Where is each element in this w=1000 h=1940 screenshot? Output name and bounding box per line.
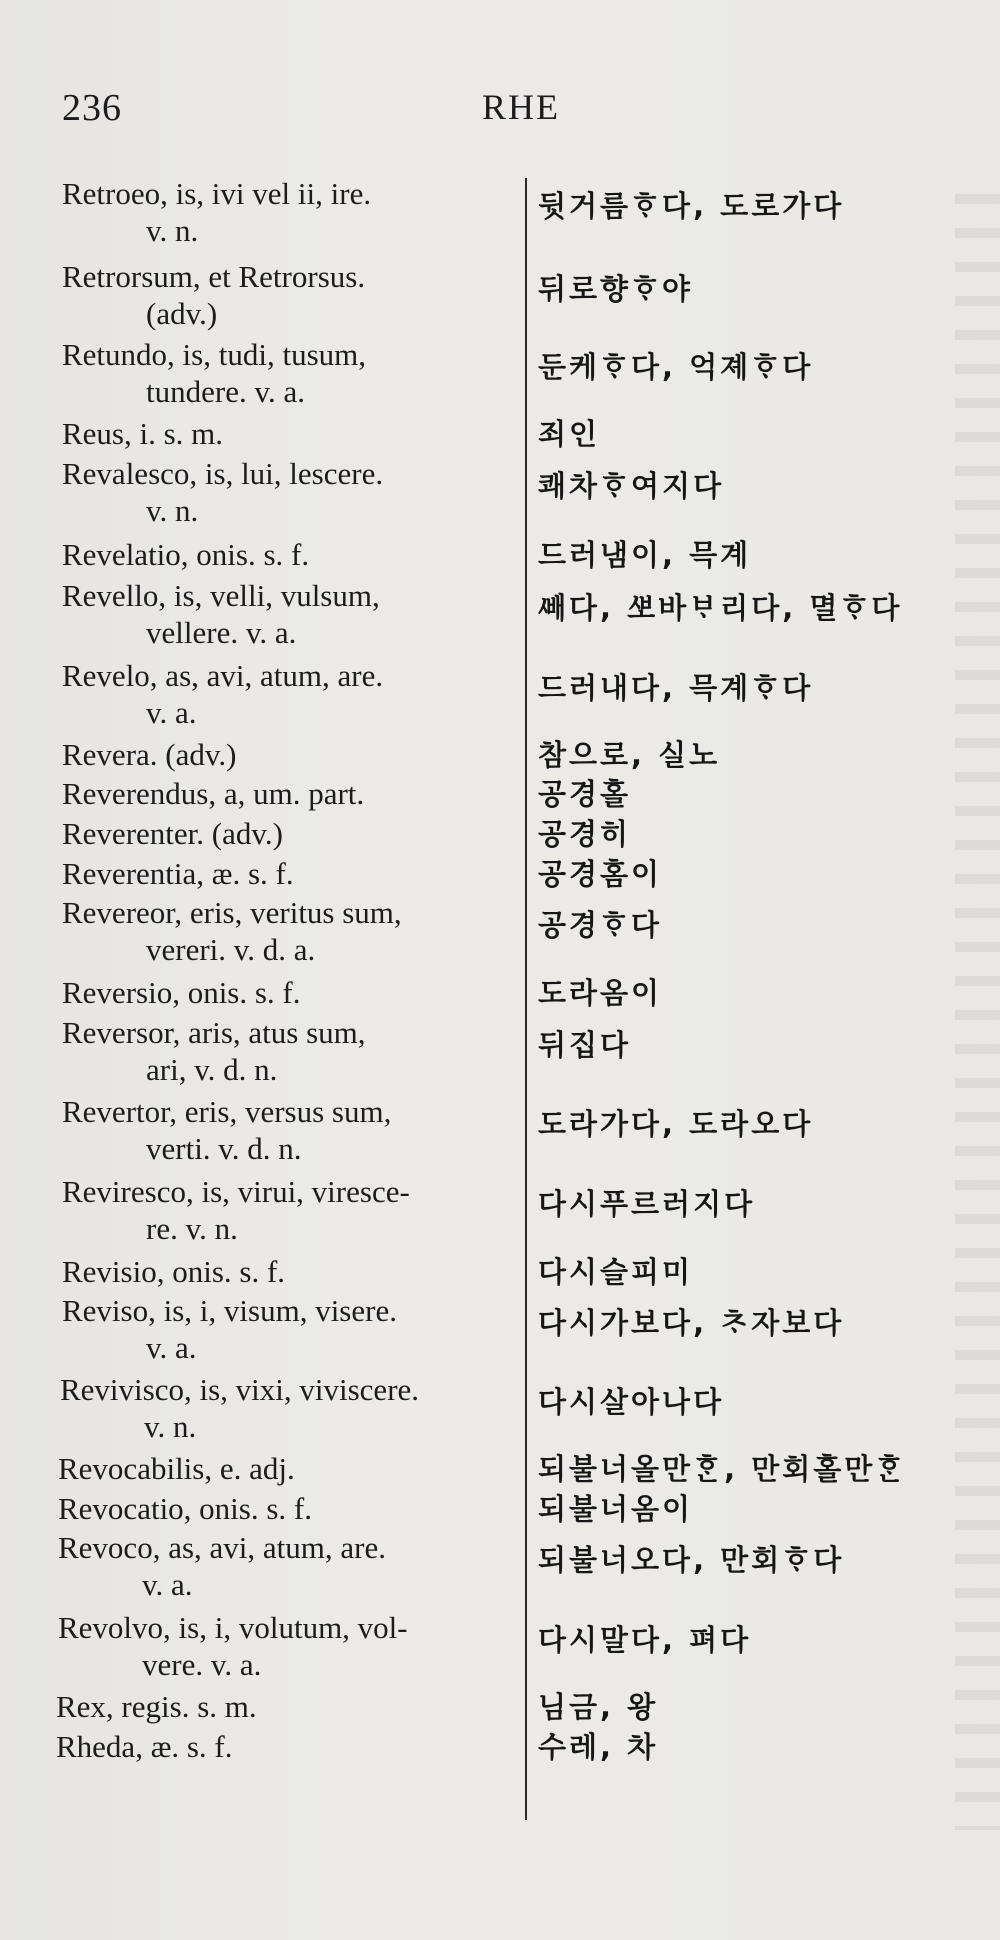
latin-headword-line: Revertor, eris, versus sum, (62, 1094, 392, 1129)
latin-headword-line: Rheda, æ. s. f. (56, 1729, 233, 1764)
latin-headword-line: Revereor, eris, veritus sum, (62, 895, 402, 930)
korean-definition: 다시푸르러지다 (538, 1187, 756, 1221)
latin-headword-line: Reverenter. (adv.) (62, 816, 283, 851)
korean-definition: 님금, 왕 (538, 1690, 659, 1724)
latin-headword-line: Revocatio, onis. s. f. (58, 1491, 312, 1526)
latin-headword-line: Retroeo, is, ivi vel ii, ire. (62, 176, 372, 211)
latin-headword-line: Revelo, as, avi, atum, are. (62, 658, 384, 693)
latin-headword-line: Revello, is, velli, vulsum, (62, 578, 380, 613)
latin-headword-line: Revalesco, is, lui, lescere. (62, 456, 384, 491)
latin-term (58, 1609, 518, 1683)
korean-definition: 드러냄이, 믁계 (538, 538, 752, 572)
korean-definition: 도라옴이 (538, 976, 663, 1010)
korean-definition: 공경ᄒᆞ다 (538, 908, 663, 942)
latin-term (62, 1014, 522, 1088)
latin-continuation-line: v. a. (146, 1330, 197, 1365)
latin-continuation-line: vere. v. a. (142, 1647, 262, 1682)
latin-term (62, 455, 522, 529)
latin-term (62, 258, 522, 332)
latin-headword-line: Reus, i. s. m. (62, 416, 224, 451)
latin-headword-line: Rex, regis. s. m. (56, 1689, 257, 1724)
latin-continuation-line: v. n. (144, 1409, 197, 1444)
korean-definition: 뒷거름ᄒᆞ다, 도로가다 (538, 189, 845, 223)
latin-term (62, 775, 522, 812)
korean-definition: 다시말다, 펴다 (538, 1623, 752, 1657)
latin-headword-line: Revelatio, onis. s. f. (62, 537, 310, 572)
korean-definition: 참으로, 실노 (538, 738, 721, 772)
latin-term (56, 1688, 516, 1725)
latin-term (62, 336, 522, 410)
korean-definition: 뒤로향ᄒᆞ야 (538, 272, 694, 306)
latin-continuation-line: v. a. (142, 1567, 193, 1602)
korean-definition: 공경히 (538, 817, 632, 851)
latin-continuation-line: ari, v. d. n. (146, 1052, 278, 1087)
latin-continuation-line: v. n. (146, 213, 199, 248)
latin-term (62, 1173, 522, 1247)
latin-term (62, 974, 522, 1011)
page-number: 236 (62, 87, 122, 129)
korean-definition: 드러내다, 믁계ᄒᆞ다 (538, 671, 814, 705)
latin-term (62, 894, 522, 968)
latin-term (62, 1253, 522, 1290)
korean-definition: 공경홈이 (538, 857, 663, 891)
running-head: RHE (482, 87, 560, 127)
korean-definition: ᄲᅢ다, ᄲᅩ바ᄇᆞ리다, 멸ᄒᆞ다 (538, 591, 903, 625)
latin-headword-line: Reviresco, is, virui, viresce- (62, 1174, 410, 1209)
latin-headword-line: Reversor, aris, atus sum, (62, 1015, 366, 1050)
korean-definition: 수레, 차 (538, 1730, 659, 1764)
latin-term (62, 657, 522, 731)
latin-term (62, 736, 522, 773)
latin-continuation-line: v. a. (146, 695, 197, 730)
latin-headword-line: Revocabilis, e. adj. (58, 1451, 295, 1486)
latin-headword-line: Revivisco, is, vixi, viviscere. (60, 1372, 420, 1407)
latin-headword-line: Reverentia, æ. s. f. (62, 856, 294, 891)
latin-continuation-line: v. n. (146, 493, 199, 528)
korean-definition: 죄인 (538, 417, 601, 451)
latin-term (62, 536, 522, 573)
latin-headword-line: Retundo, is, tudi, tusum, (62, 337, 366, 372)
latin-continuation-line: (adv.) (146, 296, 218, 331)
latin-continuation-line: re. v. n. (146, 1211, 238, 1246)
latin-term (56, 1728, 516, 1765)
korean-definition: 도라가다, 도라오다 (538, 1107, 814, 1141)
latin-term (62, 175, 522, 249)
latin-headword-line: Revolvo, is, i, volutum, vol- (58, 1610, 408, 1645)
latin-continuation-line: verti. v. d. n. (146, 1131, 302, 1166)
latin-term (62, 577, 522, 651)
latin-headword-line: Revisio, onis. s. f. (62, 1254, 286, 1289)
korean-definition: 다시살아나다 (538, 1385, 725, 1419)
latin-term (58, 1450, 518, 1487)
korean-definition: 공경홀 (538, 777, 632, 811)
korean-definition: 되불너오다, 만회ᄒᆞ다 (538, 1543, 845, 1577)
latin-term (58, 1529, 518, 1603)
korean-definition: 쾌차ᄒᆞ여지다 (538, 469, 725, 503)
latin-headword-line: Reviso, is, i, visum, visere. (62, 1293, 397, 1328)
latin-continuation-line: vereri. v. d. a. (146, 932, 316, 967)
latin-headword-line: Reversio, onis. s. f. (62, 975, 301, 1010)
korean-definition: 되불너올만ᄒᆞᆫ, 만회홀만ᄒᆞᆫ (538, 1452, 907, 1486)
latin-headword-line: Revoco, as, avi, atum, are. (58, 1530, 386, 1565)
korean-definition: 뒤집다 (538, 1028, 632, 1062)
korean-definition: 둔케ᄒᆞ다, 억졔ᄒᆞ다 (538, 350, 814, 384)
korean-definition: 다시슬피미 (538, 1255, 694, 1289)
latin-term (62, 415, 522, 452)
latin-term (62, 855, 522, 892)
latin-headword-line: Revera. (adv.) (62, 737, 237, 772)
latin-term (60, 1371, 520, 1445)
latin-continuation-line: tundere. v. a. (146, 374, 305, 409)
latin-term (62, 815, 522, 852)
latin-term (58, 1490, 518, 1527)
latin-continuation-line: vellere. v. a. (146, 615, 297, 650)
korean-definition: 다시가보다, ᄎᆞ자보다 (538, 1306, 845, 1340)
latin-headword-line: Retrorsum, et Retrorsus. (62, 259, 366, 294)
latin-headword-line: Reverendus, a, um. part. (62, 776, 365, 811)
korean-definition: 되불너옴이 (538, 1492, 694, 1526)
latin-term (62, 1292, 522, 1366)
latin-term (62, 1093, 522, 1167)
